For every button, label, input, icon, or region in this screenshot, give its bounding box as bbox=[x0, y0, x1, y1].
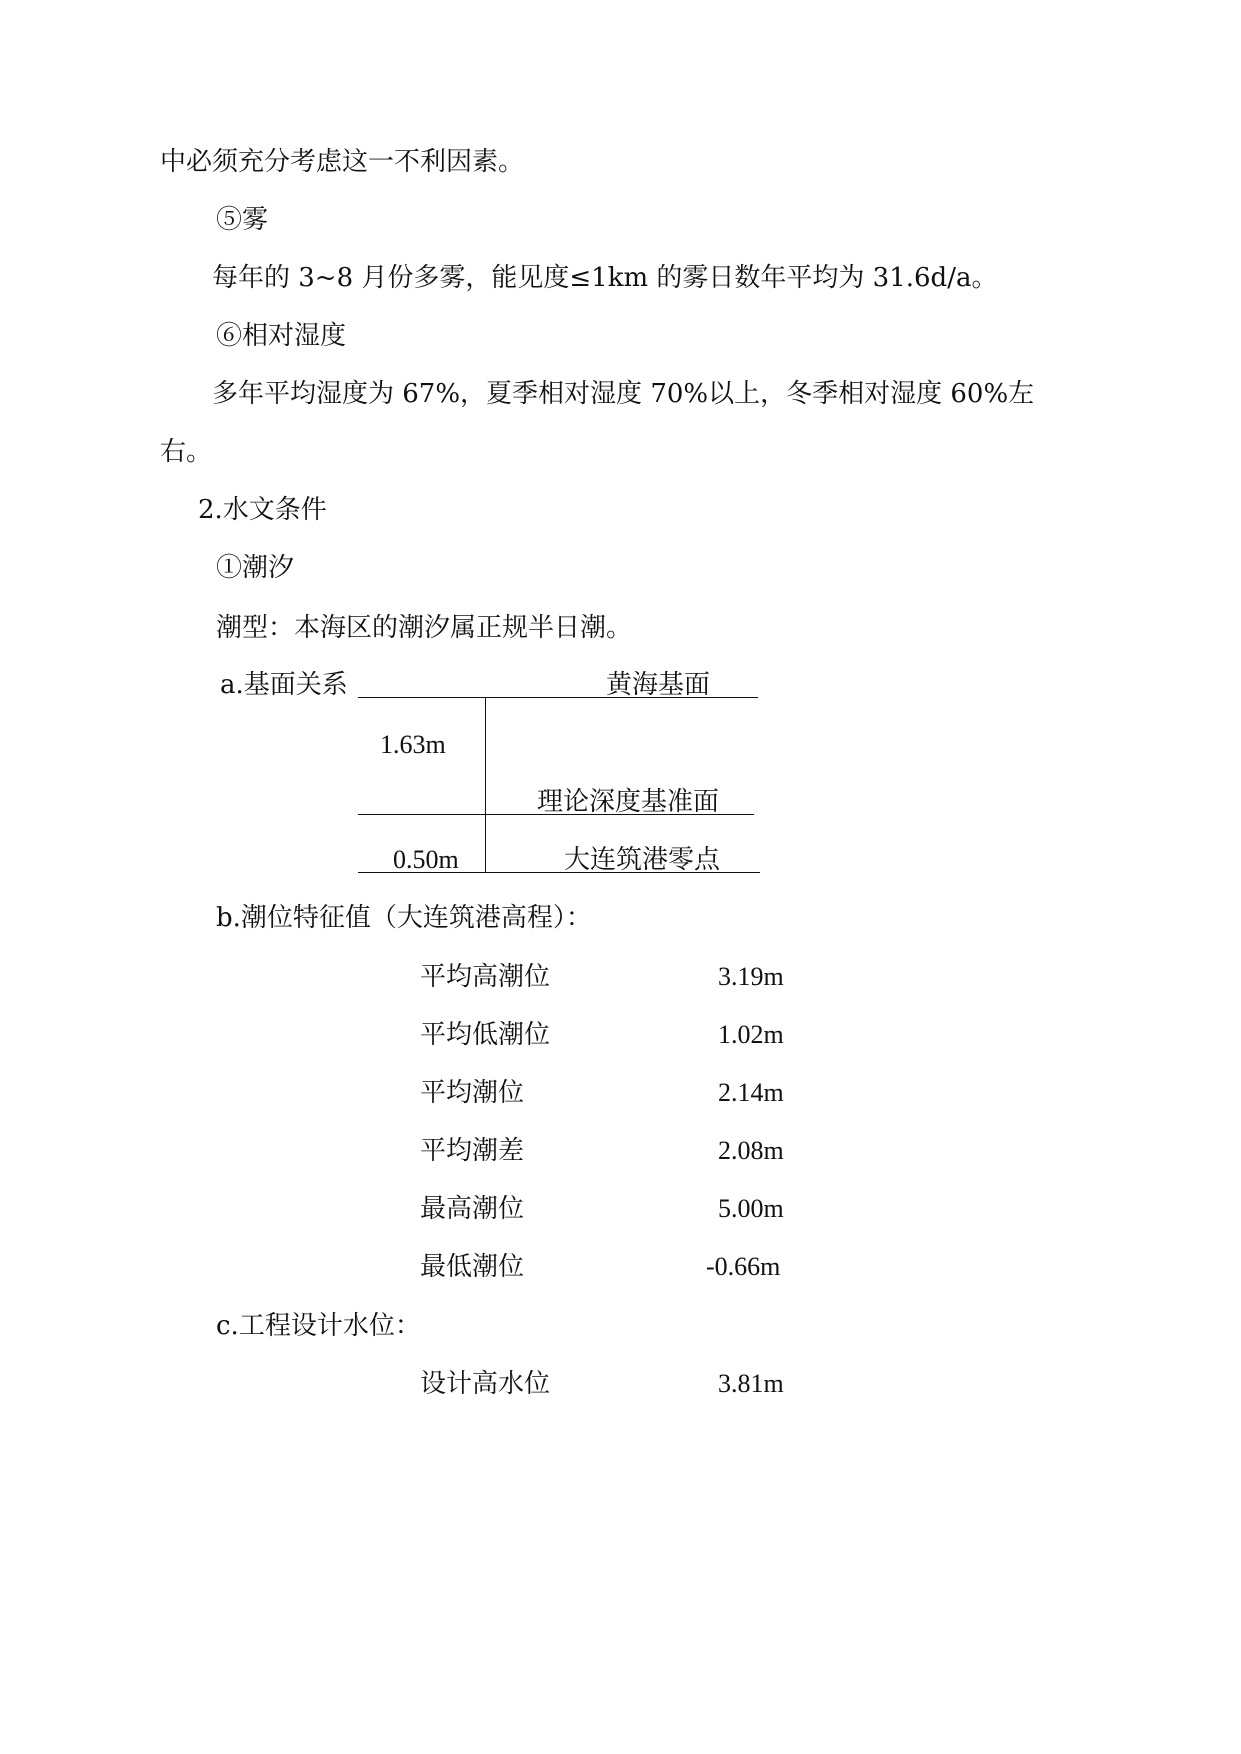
heading-tide: ①潮汐 bbox=[216, 553, 295, 583]
tide-row-name: 最低潮位 bbox=[420, 1252, 525, 1282]
paragraph-fog: 每年的 3~8 月份多雾，能见度≤1km 的雾日数年平均为 31.6d/a。 bbox=[212, 263, 998, 293]
paragraph-continuation: 中必须充分考虑这一不利因素。 bbox=[160, 147, 525, 177]
datum-top-line bbox=[358, 697, 758, 698]
datum-bottom-label: 大连筑港零点 bbox=[564, 845, 721, 875]
tide-row-name: 平均低潮位 bbox=[420, 1020, 551, 1050]
paragraph-tide-type: 潮型：本海区的潮汐属正规半日潮。 bbox=[216, 613, 633, 643]
design-levels-heading: c.工程设计水位： bbox=[216, 1311, 421, 1341]
datum-vertical-line bbox=[485, 697, 486, 873]
datum-offset-1: 1.63m bbox=[380, 730, 446, 759]
tide-row-value: 5.00m bbox=[718, 1194, 784, 1223]
heading-fog: ⑤雾 bbox=[216, 205, 269, 235]
tide-row-value: 2.08m bbox=[718, 1136, 784, 1165]
tide-row-name: 平均潮位 bbox=[420, 1078, 525, 1108]
datum-offset-2: 0.50m bbox=[393, 845, 459, 874]
paragraph-humidity-line-2: 右。 bbox=[160, 437, 213, 467]
datum-bottom-line bbox=[358, 872, 760, 873]
tide-row-name: 平均潮差 bbox=[420, 1136, 525, 1166]
datum-mid-line bbox=[358, 814, 754, 815]
heading-humidity: ⑥相对湿度 bbox=[216, 321, 347, 351]
tide-row-value: -0.66m bbox=[706, 1252, 781, 1281]
design-row-value: 3.81m bbox=[718, 1369, 784, 1398]
datum-top-label: 黄海基面 bbox=[606, 670, 711, 700]
tide-row-name: 平均高潮位 bbox=[420, 962, 551, 992]
datum-mid-label: 理论深度基准面 bbox=[537, 787, 720, 817]
paragraph-humidity-line-1: 多年平均湿度为 67%，夏季相对湿度 70%以上，冬季相对湿度 60%左 bbox=[212, 379, 1035, 409]
heading-hydrology: 2.水文条件 bbox=[198, 495, 327, 525]
tide-row-value: 3.19m bbox=[718, 962, 784, 991]
design-row-name: 设计高水位 bbox=[420, 1369, 551, 1399]
tide-row-value: 2.14m bbox=[718, 1078, 784, 1107]
tide-row-value: 1.02m bbox=[718, 1020, 784, 1049]
tide-row-name: 最高潮位 bbox=[420, 1194, 525, 1224]
datum-diagram-label: a.基面关系 bbox=[220, 670, 348, 700]
tide-values-heading: b.潮位特征值（大连筑港高程）： bbox=[216, 903, 592, 933]
